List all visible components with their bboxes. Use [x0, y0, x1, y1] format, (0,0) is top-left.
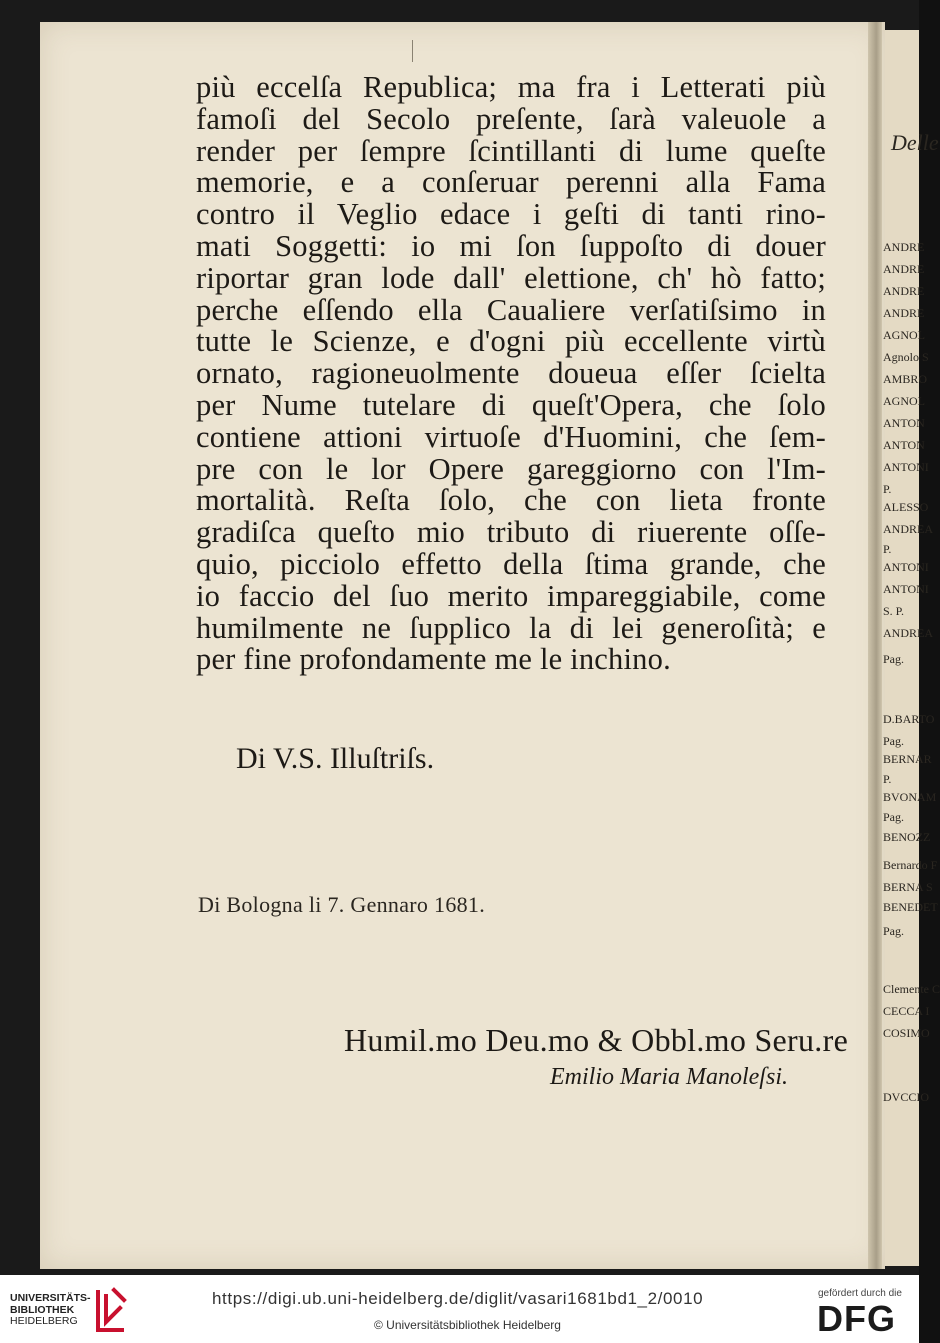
page-mark	[412, 40, 413, 62]
dedication-text	[196, 72, 826, 676]
margin-entry: Pag.	[883, 924, 904, 938]
text-line: tutte le Scienze, e d'ogni più eccellente virtù	[196, 324, 826, 359]
text-line: più eccelſa Republica; ma fra i Letterati più	[196, 70, 826, 104]
library-logo-icon[interactable]	[94, 1286, 126, 1334]
margin-entry: ANDRE	[883, 306, 925, 320]
margin-entry: BERNA S	[883, 880, 933, 894]
margin-entry: ANDRE	[883, 262, 925, 276]
text-line: memorie, e a conſeruar perenni alla Fama	[196, 165, 826, 200]
margin-entry: ANDRE	[883, 284, 925, 298]
library-logo-strokes	[98, 1290, 124, 1330]
library-name	[10, 1293, 91, 1328]
text-line: per fine profondamente me le inchino.	[196, 642, 671, 677]
margin-entry: P.	[883, 542, 892, 556]
text-line: pre con le lor Opere gareggiorno con l'Im-	[196, 451, 826, 486]
margin-entry: Pag.	[883, 652, 904, 666]
viewer-footer	[0, 1275, 919, 1343]
margin-entry: AGNOL	[883, 394, 925, 408]
library-name-line: HEIDELBERG	[10, 1315, 78, 1327]
margin-entry: ANTONI	[883, 560, 929, 574]
text-line: ornato, ragioneuolmente doueua eſſer ſcielta	[196, 356, 826, 391]
margin-entry: DVCCIO	[883, 1090, 930, 1104]
text-line: per Nume tutelare di queſt'Opera, che ſolo	[196, 387, 826, 422]
margin-entry: Bernardo F	[883, 858, 938, 872]
closing-formula: Humil.mo Deu.mo & Obbl.mo Seru.re	[344, 1022, 849, 1058]
logo-stroke	[106, 1296, 120, 1322]
margin-entry: CECCA I	[883, 1004, 930, 1018]
funding-note: gefördert durch die	[818, 1288, 902, 1299]
margin-entry: ANDREA	[883, 522, 933, 536]
margin-heading: Delle	[891, 130, 939, 155]
margin-entry: Pag.	[883, 810, 904, 824]
copyright-notice: © Universitätsbibliothek Heidelberg	[374, 1318, 561, 1332]
margin-entry: Pag.	[883, 734, 904, 748]
library-name-line: UNIVERSITÄTS-	[10, 1292, 91, 1304]
text-line: quio, picciolo effetto della ſtima grande, che	[196, 546, 826, 581]
signature: Emilio Maria Manoleſsi.	[550, 1064, 788, 1090]
text-line: perche eſſendo ella Caualiere verſatiſsimo in	[196, 292, 826, 327]
margin-entry: BENEDET	[883, 900, 938, 914]
page-gutter	[868, 22, 882, 1269]
text-line: mortalità. Reſta ſolo, che con lieta fronte	[196, 483, 826, 518]
text-line: humilmente ne ſupplico la di lei generoſità; e	[196, 610, 826, 645]
permalink-url[interactable]: https://digi.ub.uni-heidelberg.de/diglit/vasari1681bd1_2/0010	[212, 1289, 704, 1308]
text-line: contiene attioni virtuoſe d'Huomini, che ſem-	[196, 419, 826, 454]
margin-entry: BERNAR	[883, 752, 932, 766]
salutation: Di V.S. Illuſtriſs.	[236, 742, 435, 775]
margin-entry: P.	[883, 772, 892, 786]
margin-entry: ALESSO	[883, 500, 929, 514]
margin-entry: S. P.	[883, 604, 905, 618]
margin-entry: ANDREA	[883, 626, 933, 640]
text-line: riportar gran lode dall' elettione, ch' hò fatto;	[196, 260, 826, 295]
margin-entry: AGNOL	[883, 328, 925, 342]
text-line: io faccio del ſuo merito impareggiabile, come	[196, 578, 826, 613]
logo-stroke	[114, 1290, 124, 1300]
text-line: gradiſca queſto mio tributo di riuerente oſſe-	[196, 515, 826, 550]
margin-entry: P.	[883, 482, 892, 496]
margin-entry: BVONAM	[883, 790, 937, 804]
text-line: mati Soggetti: io mi ſon ſuppoſto di douer	[196, 228, 826, 263]
margin-entry: ANTONI	[883, 460, 929, 474]
margin-entry: D.BARTO	[883, 712, 935, 726]
library-name-line: BIBLIOTHEK	[10, 1303, 75, 1316]
margin-entry: COSIMO	[883, 1026, 930, 1040]
margin-entry: Agnolo S	[883, 350, 929, 364]
dfg-logo[interactable]: DFG	[817, 1298, 896, 1339]
margin-entry: AMBRO	[883, 372, 928, 386]
text-line: contro il Veglio edace i geſti di tanti rino-	[196, 197, 826, 232]
margin-entry: ANTON	[883, 438, 925, 452]
margin-entry: ANDRE	[883, 240, 925, 254]
margin-entry: ANTONI	[883, 582, 929, 596]
text-line: render per ſempre ſcintillanti di lume queſte	[196, 133, 826, 168]
margin-entry: BENOZZ	[883, 830, 931, 844]
margin-entry: Clemente C	[883, 982, 940, 996]
margin-entry: ANTON	[883, 416, 925, 430]
text-line: famoſi del Secolo preſente, ſarà valeuole a	[196, 101, 826, 136]
dateline: Di Bologna li 7. Gennaro 1681.	[198, 892, 486, 917]
